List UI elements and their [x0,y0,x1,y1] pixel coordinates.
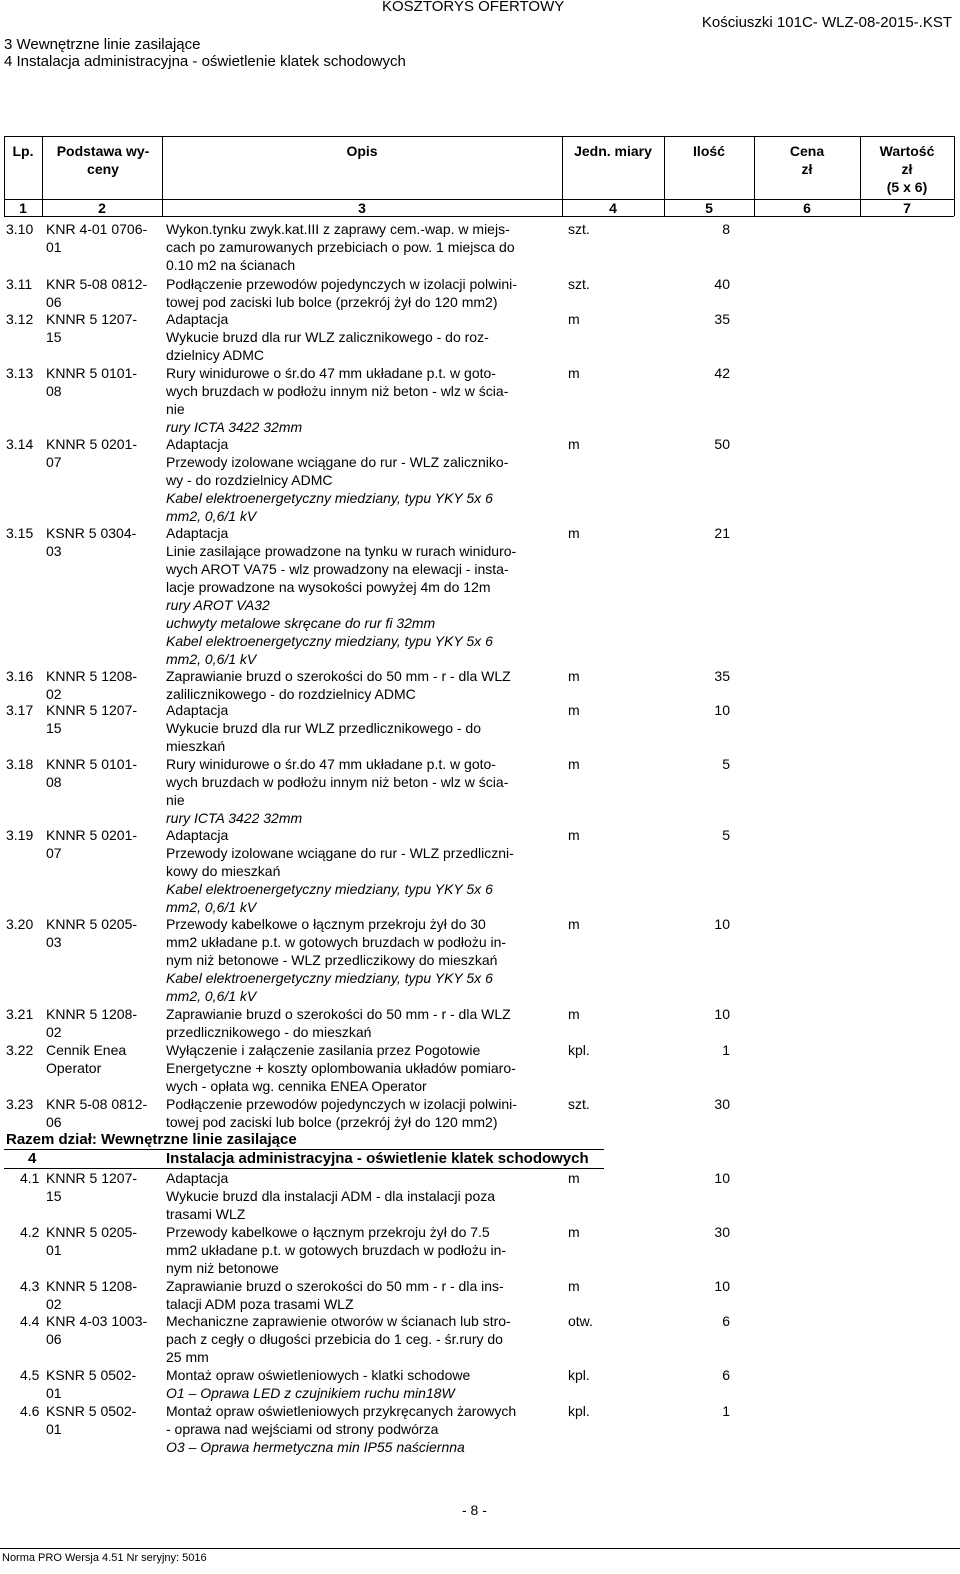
row-podstawa: KNR 5-08 0812- 06 [46,1096,148,1130]
row-opis-line: Wyłączenie i załączenie zasilania przez Pogotowie [166,1042,481,1058]
row-podstawa: KSNR 5 0304- 03 [46,525,137,559]
row-lp: 3.16 [6,668,34,684]
row-ilosc: 10 [714,1006,730,1022]
row-lp: 3.20 [6,916,34,932]
row-lp: 4.4 [20,1313,40,1329]
row-opis-line: cach po zamurowanych przebiciach o pow. 1 miejsca do [166,239,515,255]
row-opis-line: mieszkań [166,738,226,754]
row-ilosc: 35 [714,311,730,327]
row-jm: m [568,436,580,452]
section-4-number: 4 [28,1150,37,1167]
row-lp: 4.2 [20,1224,40,1240]
row-opis-line: wych bruzdach w podłożu innym niż beton - wlz w ścia- [166,383,509,399]
row-podstawa: KNNR 5 0101- 08 [46,756,138,790]
row-opis-italic-line: mm2, 0,6/1 kV [166,651,257,667]
row-ilosc: 5 [722,756,730,772]
row-opis-italic-line: O3 – Oprawa hermetyczna min IP55 naściernna [166,1439,465,1455]
row-opis-italic-line: mm2, 0,6/1 kV [166,988,257,1004]
row-ilosc: 1 [722,1403,730,1419]
row-podstawa: KNR 4-01 0706- 01 [46,221,148,255]
row-opis-line: Przewody izolowane wciągane do rur - WLZ zaliczniko- [166,454,509,470]
file-name: Kościuszki 101C- WLZ-08-2015-.KST [701,14,952,31]
row-opis-line: Wykucie bruzd dla instalacji ADM - dla instalacji poza [166,1188,496,1204]
row-ilosc: 30 [714,1096,730,1112]
row-opis-line: 25 mm [166,1349,209,1365]
footer-text: Norma PRO Wersja 4.51 Nr seryjny: 5016 [2,1552,207,1564]
colnum-7: 7 [903,200,911,216]
row-ilosc: 10 [714,702,730,718]
row-podstawa: KNNR 5 1207- 15 [46,1170,138,1204]
row-podstawa: KNNR 5 0205- 01 [46,1224,138,1258]
row-podstawa: KNNR 5 0101- 08 [46,365,138,399]
colnum-3: 3 [358,200,366,216]
row-jm: kpl. [568,1403,590,1419]
row-opis-line: wych - opłata wg. cennika ENEA Operator [166,1078,427,1094]
row-jm: m [568,311,580,327]
row-ilosc: 10 [714,1170,730,1186]
section-divider [4,1149,604,1150]
row-jm: m [568,916,580,932]
row-opis-line: Adaptacja [166,1170,229,1186]
col-podstawa: Podstawa wy- ceny [56,143,150,177]
row-opis-line: mm2 układane p.t. w gotowych bruzdach w podłożu in- [166,1242,507,1258]
row-jm: szt. [568,1096,590,1112]
row-podstawa: KNNR 5 1208- 02 [46,1278,138,1312]
colnum-4: 4 [609,200,617,216]
row-lp: 3.23 [6,1096,34,1112]
row-opis-line: Przewody kabelkowe o łącznym przekroju żył do 7.5 [166,1224,490,1240]
row-jm: m [568,756,580,772]
row-ilosc: 50 [714,436,730,452]
row-opis-line: Adaptacja [166,436,229,452]
row-opis-italic-line: Kabel elektroenergetyczny miedziany, typu YKY 5x 6 [166,881,493,897]
row-opis-italic-line: mm2, 0,6/1 kV [166,508,257,524]
row-opis-line: trasami WLZ [166,1206,246,1222]
row-lp: 4.5 [20,1367,40,1383]
row-opis-line: Wykucie bruzd dla rur WLZ przedlicznikowego - do [166,720,481,736]
document-title: KOSZTORYS OFERTOWY [382,0,565,15]
row-opis-line: Montaż opraw oświetleniowych - klatki schodowe [166,1367,471,1383]
row-podstawa: KSNR 5 0502- 01 [46,1367,137,1401]
row-podstawa: KNR 5-08 0812- 06 [46,276,148,310]
row-opis-line: Rury winidurowe o śr.do 47 mm układane p.t. w goto- [166,756,496,772]
row-opis-line: 0.10 m2 na ścianach [166,257,296,273]
row-jm: szt. [568,276,590,292]
row-podstawa: KNNR 5 0205- 03 [46,916,138,950]
row-opis-line: Zaprawianie bruzd o szerokości do 50 mm - r - dla ins- [166,1278,504,1294]
row-podstawa: KNNR 5 1208- 02 [46,668,138,702]
section-total-label: Razem dział: Wewnętrzne linie zasilające [6,1131,297,1148]
row-ilosc: 10 [714,1278,730,1294]
col-opis: Opis [346,143,378,159]
col-wartosc: Wartość zł (5 x 6) [879,143,935,195]
row-opis-line: - oprawa nad wejściami od strony podwórza [166,1421,439,1437]
row-ilosc: 8 [722,221,730,237]
row-opis-line: nym niż betonowe [166,1260,279,1276]
row-opis-italic-line: Kabel elektroenergetyczny miedziany, typu YKY 5x 6 [166,970,493,986]
row-opis-line: Zaprawianie bruzd o szerokości do 50 mm - r - dla WLZ [166,668,511,684]
row-lp: 3.18 [6,756,34,772]
row-opis-line: nym niż betonowe - WLZ przedliczikowy do mieszkań [166,952,498,968]
row-lp: 3.21 [6,1006,34,1022]
page-number: - 8 - [462,1502,487,1518]
row-jm: m [568,1006,580,1022]
row-ilosc: 42 [714,365,730,381]
row-jm: otw. [568,1313,593,1329]
row-opis-line: dzielnicy ADMC [166,347,265,363]
row-opis-line: Linie zasilające prowadzone na tynku w rurach winiduro- [166,543,517,559]
colnum-2: 2 [98,200,106,216]
row-jm: m [568,668,580,684]
row-jm: m [568,827,580,843]
row-ilosc: 6 [722,1313,730,1329]
row-ilosc: 35 [714,668,730,684]
section-4-title: Instalacja administracyjna - oświetlenie klatek schodowych [166,1150,589,1167]
row-opis-line: Adaptacja [166,525,229,541]
section-heading-3: 3 Wewnętrzne linie zasilające [4,36,201,53]
col-cena: Cena zł [789,143,825,177]
row-opis-italic-line: uchwyty metalowe skręcane do rur fi 32mm [166,615,436,631]
row-ilosc: 30 [714,1224,730,1240]
row-lp: 3.19 [6,827,34,843]
row-lp: 3.12 [6,311,34,327]
row-ilosc: 10 [714,916,730,932]
row-opis-line: wy - do rozdzielnicy ADMC [166,472,333,488]
row-lp: 3.15 [6,525,34,541]
row-lp: 4.3 [20,1278,40,1294]
row-opis-italic-line: O1 – Oprawa LED z czujnikiem ruchu min18W [166,1385,455,1401]
row-opis-line: Mechaniczne zaprawienie otworów w ścianach lub stro- [166,1313,511,1329]
colnum-1: 1 [19,200,27,216]
row-opis-line: lacje prowadzone na wysokości powyżej 4m do 12m [166,579,491,595]
row-opis-line: Wykucie bruzd dla rur WLZ zalicznikowego - do roz- [166,329,489,345]
row-opis-line: pach z cegły o długości przebicia do 1 ceg. - śr.rury do [166,1331,503,1347]
row-podstawa: Cennik Enea Operator [46,1042,127,1076]
row-opis-line: nie [166,792,185,808]
row-jm: kpl. [568,1042,590,1058]
colnum-6: 6 [803,200,811,216]
row-opis-line: wych AROT VA75 - wlz prowadzony na elewacji - insta- [166,561,509,577]
row-podstawa: KNNR 5 0201- 07 [46,436,138,470]
row-lp: 4.1 [20,1170,40,1186]
row-lp: 4.6 [20,1403,40,1419]
row-jm: kpl. [568,1367,590,1383]
row-opis-italic-line: rury AROT VA32 [166,597,270,613]
row-ilosc: 5 [722,827,730,843]
row-opis-line: Adaptacja [166,702,229,718]
row-lp: 3.11 [6,276,33,292]
row-lp: 3.10 [6,221,34,237]
row-opis-italic-line: rury ICTA 3422 32mm [166,419,303,435]
row-opis-line: Podłączenie przewodów pojedynczych w izolacji polwini- [166,1096,517,1112]
row-opis-line: Adaptacja [166,311,229,327]
row-ilosc: 6 [722,1367,730,1383]
row-opis-italic-line: mm2, 0,6/1 kV [166,899,257,915]
row-opis-line: towej pod zaciski lub bolce (przekrój żył do 120 mm2) [166,1114,498,1130]
row-opis-line: towej pod zaciski lub bolce (przekrój żył do 120 mm2) [166,294,498,310]
row-podstawa: KNNR 5 1207- 15 [46,311,138,345]
row-lp: 3.14 [6,436,34,452]
row-opis-line: Adaptacja [166,827,229,843]
row-jm: m [568,365,580,381]
col-jedn: Jedn. miary [574,143,652,159]
row-opis-italic-line: Kabel elektroenergetyczny miedziany, typu YKY 5x 6 [166,490,493,506]
row-jm: m [568,1278,580,1294]
row-opis-italic-line: Kabel elektroenergetyczny miedziany, typu YKY 5x 6 [166,633,493,649]
col-lp: Lp. [12,143,34,159]
row-opis-line: Rury winidurowe o śr.do 47 mm układane p.t. w goto- [166,365,496,381]
row-jm: m [568,525,580,541]
row-podstawa: KNNR 5 0201- 07 [46,827,138,861]
row-podstawa: KNNR 5 1208- 02 [46,1006,138,1040]
row-opis-line: Zaprawianie bruzd o szerokości do 50 mm - r - dla WLZ [166,1006,511,1022]
row-lp: 3.22 [6,1042,34,1058]
row-opis-line: przedlicznikowego - do mieszkań [166,1024,372,1040]
row-jm: m [568,702,580,718]
row-opis-line: mm2 układane p.t. w gotowych bruzdach w podłożu in- [166,934,507,950]
row-lp: 3.13 [6,365,34,381]
row-ilosc: 40 [714,276,730,292]
section-heading-4: 4 Instalacja administracyjna - oświetlenie klatek schodowych [4,53,406,70]
row-opis-line: zalilicznikowego - do rozdzielnicy ADMC [166,686,416,702]
row-opis-line: Podłączenie przewodów pojedynczych w izolacji polwini- [166,276,517,292]
col-ilosc: Ilość [693,143,725,159]
row-opis-line: Przewody izolowane wciągane do rur - WLZ przedliczni- [166,845,514,861]
row-opis-line: Energetyczne + koszty oplombowania układów pomiaro- [166,1060,516,1076]
row-jm: m [568,1170,580,1186]
row-jm: szt. [568,221,590,237]
footer-rule [0,1548,960,1549]
row-opis-line: Montaż opraw oświetleniowych przykręcanych żarowych [166,1403,517,1419]
row-opis-line: Przewody kabelkowe o łącznym przekroju żył do 30 [166,916,486,932]
row-opis-line: nie [166,401,185,417]
row-podstawa: KNR 4-03 1003- 06 [46,1313,148,1347]
row-opis-line: kowy do mieszkań [166,863,281,879]
colnum-5: 5 [705,200,713,216]
row-opis-italic-line: rury ICTA 3422 32mm [166,810,303,826]
row-ilosc: 21 [714,525,730,541]
table-top-border [4,136,954,137]
row-podstawa: KSNR 5 0502- 01 [46,1403,137,1437]
row-podstawa: KNNR 5 1207- 15 [46,702,138,736]
row-lp: 3.17 [6,702,34,718]
row-opis-line: Wykon.tynku zwyk.kat.III z zaprawy cem.-wap. w miejs- [166,221,510,237]
row-jm: m [568,1224,580,1240]
row-opis-line: wych bruzdach w podłożu innym niż beton - wlz w ścia- [166,774,509,790]
row-ilosc: 1 [722,1042,730,1058]
row-opis-line: talacji ADM poza trasami WLZ [166,1296,354,1312]
